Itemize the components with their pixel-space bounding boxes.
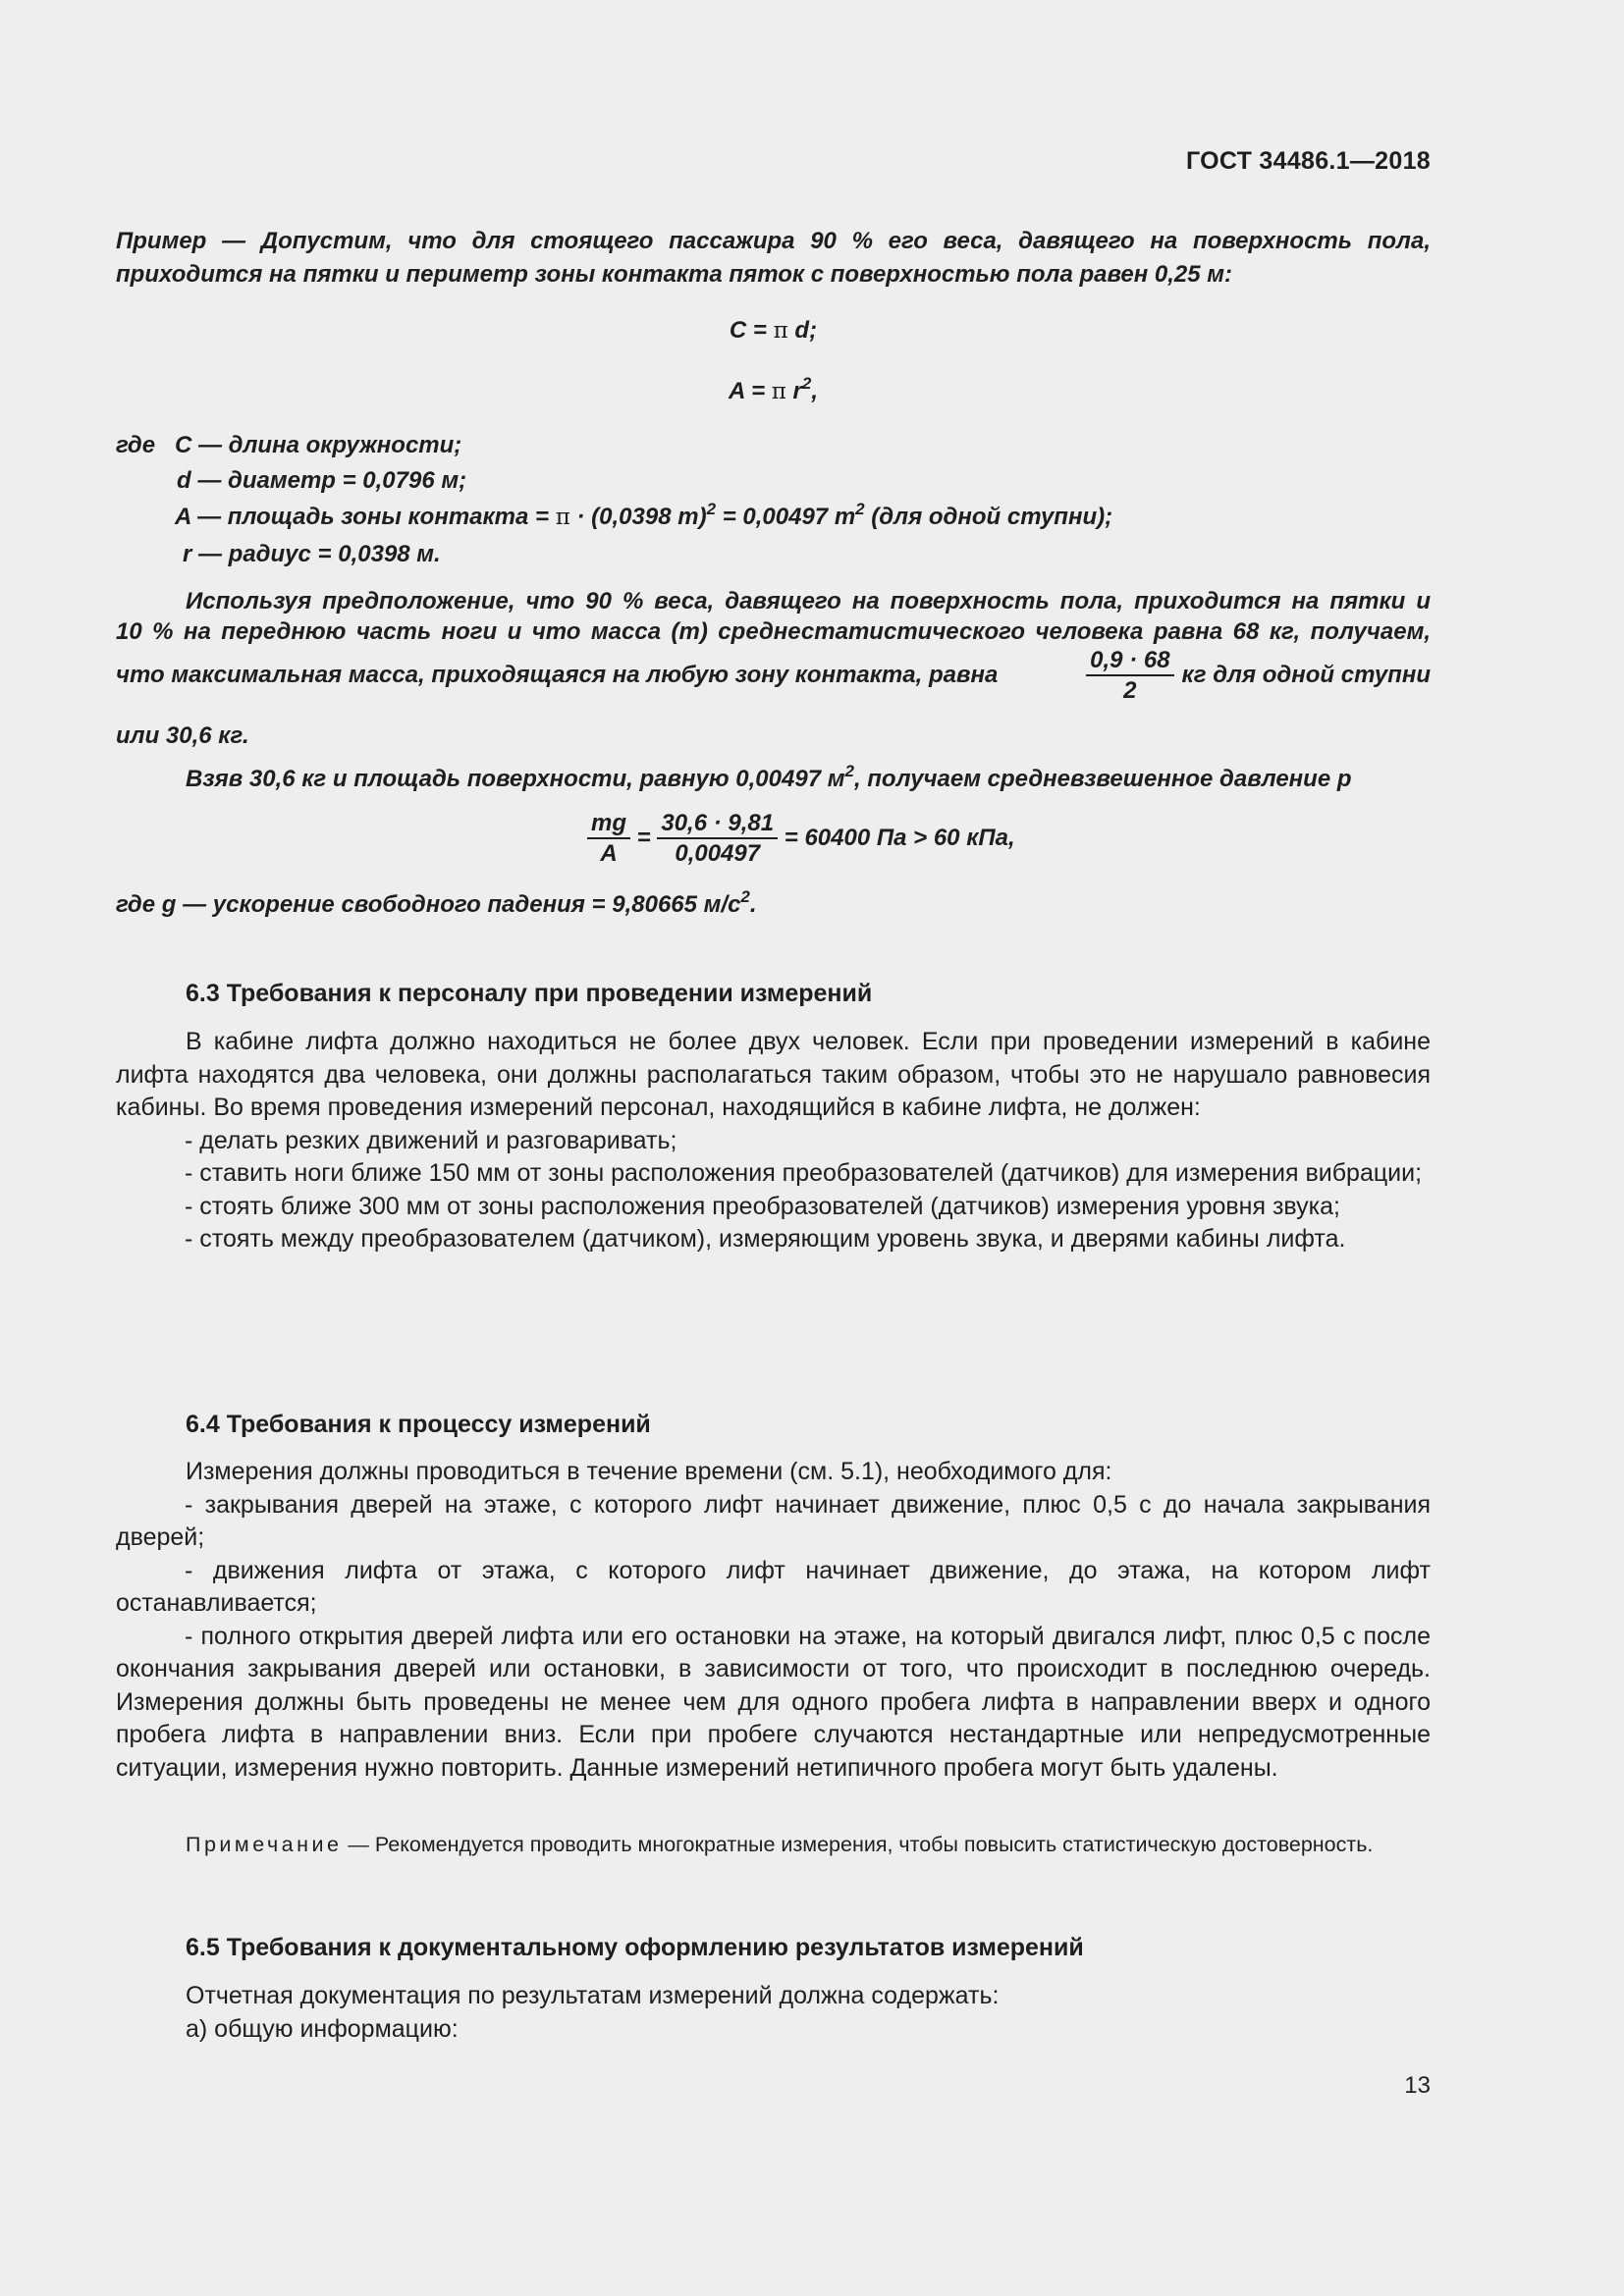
section-6-5-body [116, 1980, 1431, 2046]
list-item: - закрывания дверей на этаже, с которого лифт начинает движение, плюс 0,5 с до начала закрывания дверей; [116, 1490, 1431, 1551]
formula-area: A = π $r^2$, [728, 374, 819, 404]
example-line-2: приходится на пятки и периметр зоны контакта пяток с поверхностью пола равен 0,25 м: [116, 261, 1233, 288]
section-6-4-note [116, 1829, 1431, 1861]
example-line-1: Пример — Допустим, что для стоящего пассажира 90 % его веса, давящего на поверхность пола, [116, 228, 1431, 254]
page-number: 13 [1404, 2072, 1431, 2099]
list-item: - делать резких движений и разговаривать; [185, 1126, 677, 1154]
section-6-3-paragraph: В кабине лифта должно находиться не более двух человек. Если при проведении измерений в кабине лифта находятся два человека, они должны располагаться таким образом, чтобы это не нарушало равновесия кабины. Во время проведения измерений персонал, находящийся в кабине лифта, не должен: [116, 1028, 1431, 1121]
where-prefix: где [116, 432, 156, 458]
section-6-3-body [116, 1026, 1431, 1256]
section-6-4-heading: 6.4 Требования к процессу измерений [186, 1411, 651, 1438]
list-item: - стоять ближе 300 мм от зоны расположения преобразователей (датчиков) измерения уровня звука; [185, 1192, 1341, 1220]
example-p2-line-1: Используя предположение, что 90 % веса, давящего на поверхность пола, приходится на пятки и [186, 588, 1431, 614]
formula-pressure: $\frac{mg}{A}$ = $\frac{30,6 \cdot 9,81}{0,00497}$ = 60400 Па > 60 кПа, [587, 811, 1015, 866]
section-6-4-paragraph: Измерения должны проводиться в течение времени (см. 5.1), необходимого для: [186, 1458, 1112, 1485]
list-item: а) общую информацию: [186, 2014, 459, 2043]
where-a: A — площадь зоны контакта = π · (0,0398 m)$^2$ = 0,00497 $m^2$ (для одной ступни); [175, 500, 1113, 530]
example-p2-line-2: 10 % на переднюю часть ноги и что масса (m) среднестатистического человека равна 68 кг, получаем, [116, 618, 1431, 645]
where-r: r — радиус = 0,0398 м. [183, 541, 441, 567]
gravity-line: где g — ускорение свободного падения = 9,80665 $м/с^2$. [116, 887, 757, 918]
fraction-pressure-values: $\frac{30,6 \cdot 9,81}{0,00497}$ [657, 811, 778, 866]
list-item: - стоять между преобразователем (датчиком), измеряющим уровень звука, и дверями кабины лифта. [185, 1225, 1346, 1253]
section-6-5-heading: 6.5 Требования к документальному оформлению результатов измерений [186, 1934, 1084, 1961]
list-item: - полного открытия дверей лифта или его остановки на этаже, на который двигался лифт, плюс 0,5 с после окончания закрывания дверей или остановки, в зависимости от того, что происходит в последнюю очередь. Измерения должны быть проведены не менее чем для одного пробега лифта в направлении вверх и одного пробега лифта в направлении вниз. Если при пробеге случаются нестандартные или непредусмотренные ситуации, измерения нужно повторить. Данные измерений нетипичного пробега могут быть удалены. [116, 1622, 1431, 1782]
fraction-max-mass: $\frac{0,9 \cdot 68}{2}$ [1086, 648, 1173, 703]
section-6-4-body [116, 1456, 1431, 1785]
note-text: — Рекомендуется проводить многократные измерения, чтобы повысить статистическую достоверность. [342, 1833, 1374, 1856]
example-p2-line-4: или 30,6 кг. [116, 722, 249, 749]
where-c: C — длина окружности; [175, 432, 462, 458]
list-item: - движения лифта от этажа, с которого лифт начинает движение, до этажа, на котором лифт останавливается; [116, 1556, 1431, 1617]
where-d: d — диаметр = 0,0796 м; [177, 467, 467, 494]
section-6-3-heading: 6.3 Требования к персоналу при проведении измерений [186, 980, 873, 1007]
example-p3-line-1: Взяв 30,6 кг и площадь поверхности, равную 0,00497 $м^2$, получаем средневзвешенное давление p [186, 762, 1352, 792]
example-p2-line-3: что максимальная масса, приходящаяся на любую зону контакта, равна $\frac{0,9 \cdot 68}{2}$ кг для одной ступни [116, 647, 1431, 705]
fraction-mg-a: $\frac{mg}{A}$ [587, 811, 630, 866]
formula-circumference: C = π d; [729, 317, 818, 344]
section-6-5-paragraph: Отчетная документация по результатам измерений должна содержать: [186, 1982, 1000, 2009]
standard-number: ГОСТ 34486.1—2018 [1185, 147, 1431, 175]
list-item: - ставить ноги ближе 150 мм от зоны расположения преобразователей (датчиков) для измерения вибрации; [185, 1159, 1423, 1187]
note-label: Примечание [186, 1833, 343, 1856]
